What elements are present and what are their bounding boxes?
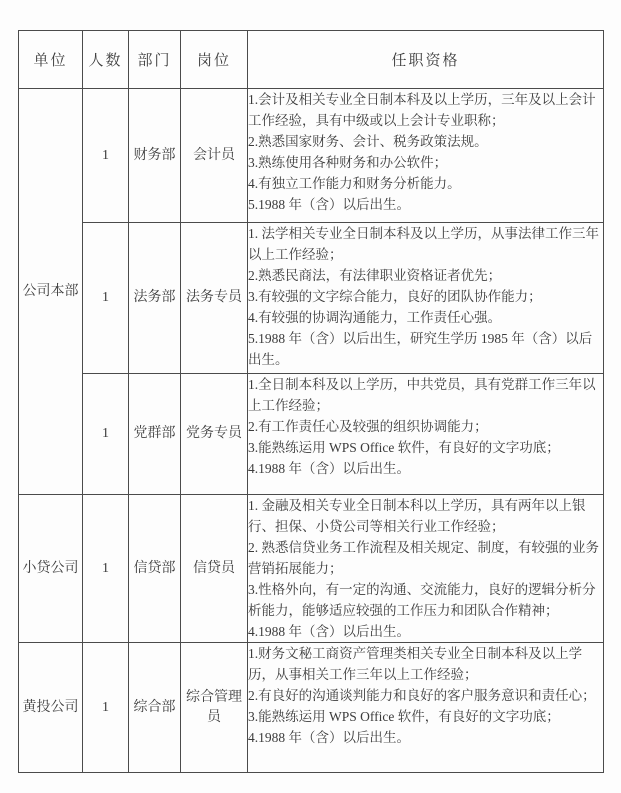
- qualification-item: 3.能熟练运用 WPS Office 软件，有良好的文字功底；: [248, 440, 560, 455]
- qualification-item: 2. 熟悉信贷业务工作流程及相关规定、制度，有较强的业务营销拓展能力；: [248, 540, 599, 576]
- qualifications-cell: [248, 374, 604, 495]
- department-cell: 法务部: [129, 223, 181, 374]
- qualification-item: 4.有独立工作能力和财务分析能力。: [248, 176, 461, 191]
- qualification-item: 4.1988 年（含）以后出生。: [248, 624, 410, 639]
- headcount-cell: 1: [83, 223, 129, 374]
- header-unit: 单位: [19, 31, 83, 89]
- department-cell: 财务部: [129, 89, 181, 223]
- table-row-finance: [19, 89, 604, 223]
- qualification-item: 1.财务文秘工商资产管理类相关专业全日制本科及以上学历，从事相关工作三年以上工作经验；: [248, 646, 583, 682]
- qualification-item: 2.有良好的沟通谈判能力和良好的客户服务意识和责任心；: [248, 688, 596, 703]
- unit-cell-company-hq: 公司本部: [19, 89, 83, 495]
- qualification-item: 3.有较强的文字综合能力，良好的团队协作能力；: [248, 289, 542, 304]
- headcount-cell: 1: [83, 495, 129, 643]
- header-department: 部门: [129, 31, 181, 89]
- qualification-item: 5.1988 年（含）以后出生，研究生学历 1985 年（含）以后出生。: [248, 331, 593, 367]
- unit-cell-huangtou: 黄投公司: [19, 643, 83, 773]
- qualification-item: 2.熟悉国家财务、会计、税务政策法规。: [248, 134, 488, 149]
- qualification-item: 1.会计及相关专业全日制本科及以上学历，三年及以上会计工作经验，具有中级或以上会计专业职称；: [248, 92, 596, 128]
- header-qualifications: 任职资格: [248, 31, 604, 89]
- department-cell: 党群部: [129, 374, 181, 495]
- unit-cell-microloan: 小贷公司: [19, 495, 83, 643]
- position-cell: 党务专员: [181, 374, 248, 495]
- qualification-item: 1. 金融及相关专业全日制本科以上学历，具有两年以上银行、担保、小贷公司等相关行业工作经验；: [248, 498, 586, 534]
- header-headcount: 人数: [83, 31, 129, 89]
- headcount-cell: 1: [83, 643, 129, 773]
- headcount-cell: 1: [83, 374, 129, 495]
- qualification-item: 2.有工作责任心及较强的组织协调能力；: [248, 419, 488, 434]
- position-cell: 信贷员: [181, 495, 248, 643]
- qualification-item: 1.全日制本科及以上学历，中共党员，具有党群工作三年以上工作经验；: [248, 377, 596, 413]
- header-row: [19, 31, 604, 89]
- table-row-credit: [19, 495, 604, 643]
- qualification-item: 5.1988 年（含）以后出生。: [248, 197, 410, 212]
- qualification-item: 4.1988 年（含）以后出生。: [248, 461, 410, 476]
- qualification-item: 3.熟练使用各种财务和办公软件；: [248, 155, 448, 170]
- position-cell: 综合管理员: [181, 643, 248, 773]
- department-cell: 综合部: [129, 643, 181, 773]
- position-cell: 会计员: [181, 89, 248, 223]
- qualification-item: 3.性格外向，有一定的沟通、交流能力，良好的逻辑分析分析能力，能够适应较强的工作压力和团队合作精神；: [248, 582, 596, 618]
- headcount-cell: 1: [83, 89, 129, 223]
- recruitment-table: [18, 30, 604, 773]
- qualification-item: 2.熟悉民商法，有法律职业资格证者优先；: [248, 268, 502, 283]
- qualification-item: 4.有较强的协调沟通能力，工作责任心强。: [248, 310, 502, 325]
- qualification-item: 1. 法学相关专业全日制本科及以上学历，从事法律工作三年以上工作经验；: [248, 226, 599, 262]
- table-row-general: [19, 643, 604, 773]
- qualification-item: 3.能熟练运用 WPS Office 软件，有良好的文字功底；: [248, 709, 560, 724]
- header-position: 岗位: [181, 31, 248, 89]
- qualifications-cell: [248, 89, 604, 223]
- table-row-party: [19, 374, 604, 495]
- table-row-legal: [19, 223, 604, 374]
- department-cell: 信贷部: [129, 495, 181, 643]
- qualification-item: 4.1988 年（含）以后出生。: [248, 730, 410, 745]
- position-cell: 法务专员: [181, 223, 248, 374]
- qualifications-cell: [248, 495, 604, 643]
- qualifications-cell: [248, 223, 604, 374]
- qualifications-cell: [248, 643, 604, 773]
